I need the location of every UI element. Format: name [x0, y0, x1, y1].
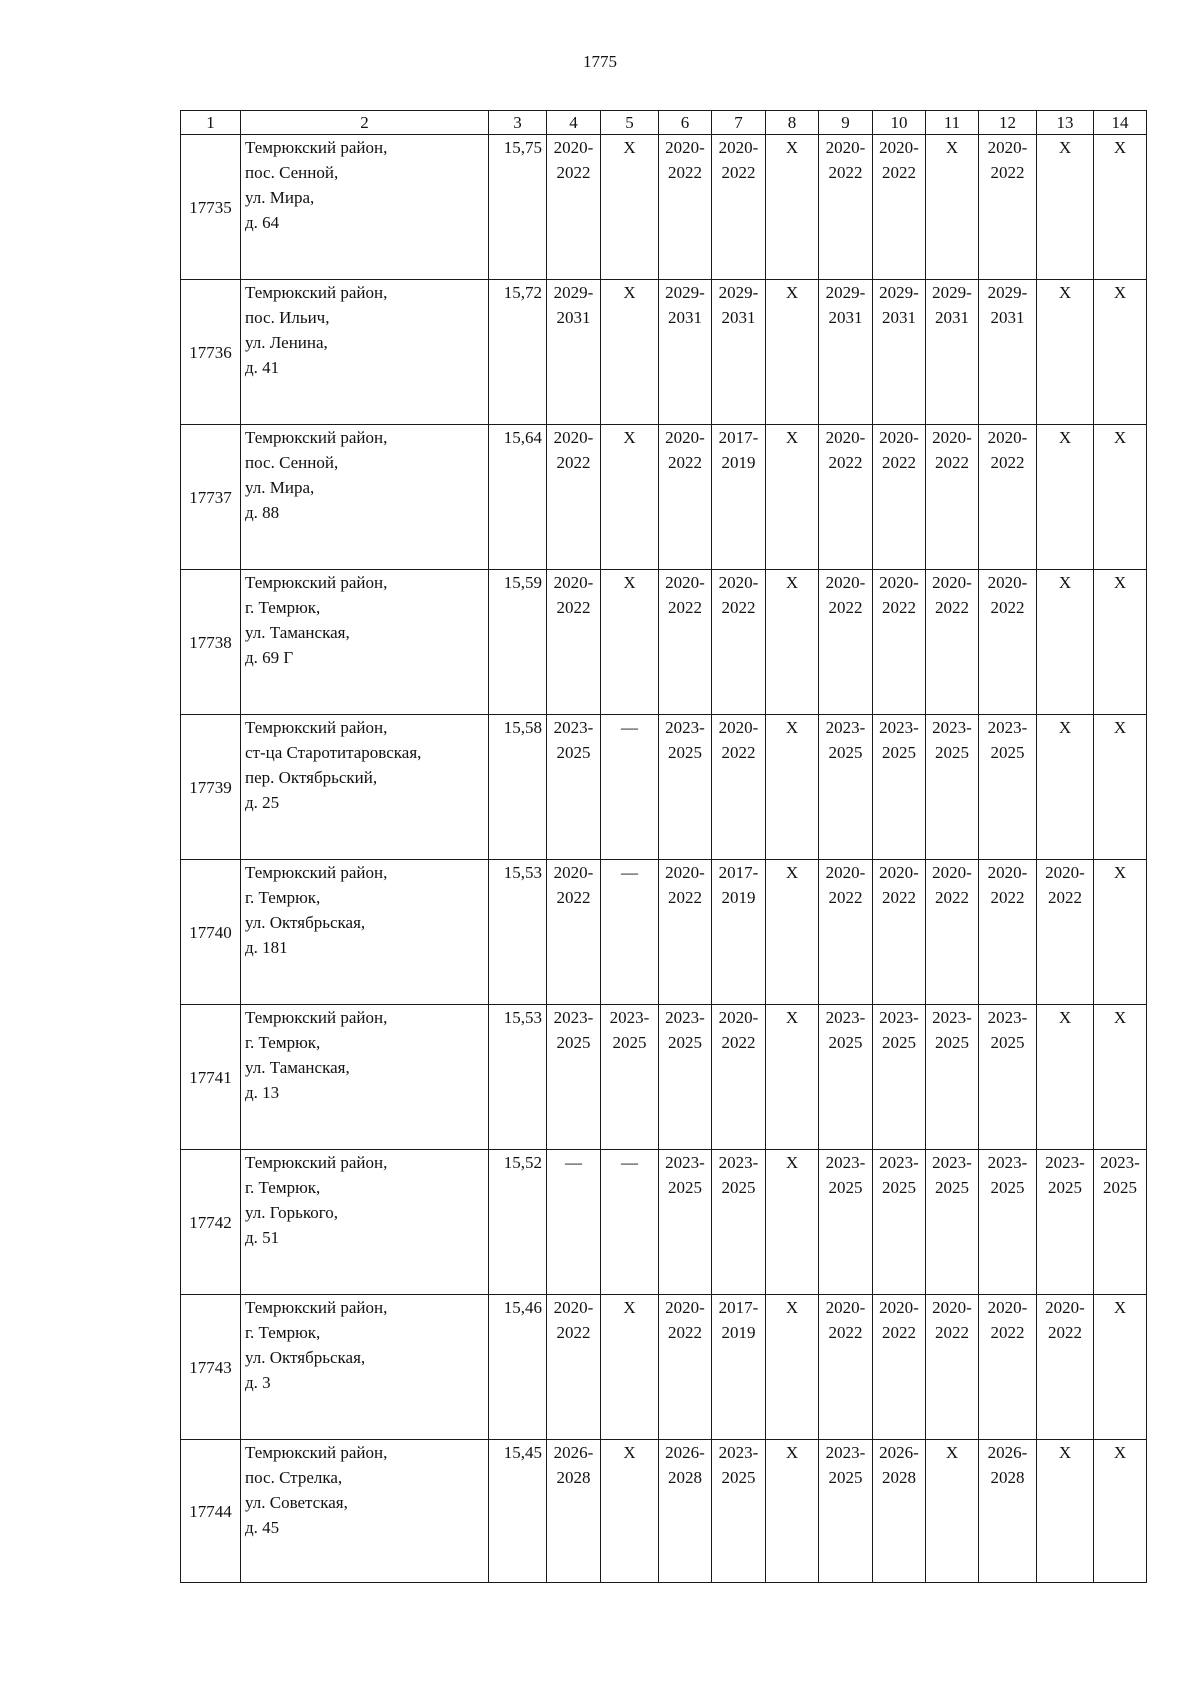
period-cell: 2029- 2031: [659, 280, 712, 425]
period-cell: 2020- 2022: [819, 425, 873, 570]
address-line: Темрюкский район,: [245, 1443, 388, 1462]
area-cell: 15,46: [489, 1295, 547, 1440]
period-cell: 2020- 2022: [873, 425, 926, 570]
period-cell: 2023- 2025: [712, 1150, 766, 1295]
column-header: 6: [659, 111, 712, 135]
address-line: ул. Ленина,: [245, 333, 328, 352]
table-row: [181, 860, 1147, 1005]
area-cell: 15,58: [489, 715, 547, 860]
period-cell: 2023- 2025: [1094, 1150, 1147, 1295]
period-cell: X: [766, 715, 819, 860]
period-cell: X: [766, 570, 819, 715]
column-header: 13: [1037, 111, 1094, 135]
address-line: д. 64: [245, 213, 280, 232]
period-cell: 2023- 2025: [659, 1150, 712, 1295]
address-line: Темрюкский район,: [245, 1298, 388, 1317]
address-cell: [241, 1440, 489, 1583]
period-cell: X: [1094, 1295, 1147, 1440]
address-line: пер. Октябрьский,: [245, 768, 378, 787]
period-cell: 2017- 2019: [712, 425, 766, 570]
period-cell: X: [766, 280, 819, 425]
column-header: 5: [601, 111, 659, 135]
period-cell: 2020- 2022: [819, 860, 873, 1005]
period-cell: 2023- 2025: [819, 1440, 873, 1583]
period-cell: 2023- 2025: [547, 715, 601, 860]
address-line: Темрюкский район,: [245, 138, 388, 157]
period-cell: 2020- 2022: [979, 135, 1037, 280]
address-line: д. 25: [245, 793, 280, 812]
address-line: г. Темрюк,: [245, 1033, 321, 1052]
row-number: 17735: [181, 135, 241, 280]
address-line: ул. Мира,: [245, 188, 315, 207]
period-cell: 2020- 2022: [547, 425, 601, 570]
table-row: [181, 715, 1147, 860]
period-cell: 2020- 2022: [926, 570, 979, 715]
period-cell: 2020- 2022: [819, 135, 873, 280]
period-cell: —: [601, 860, 659, 1005]
period-cell: 2020- 2022: [712, 570, 766, 715]
period-cell: X: [1094, 570, 1147, 715]
address-line: пос. Стрелка,: [245, 1468, 343, 1487]
period-cell: 2020- 2022: [873, 570, 926, 715]
header-row: [181, 111, 1147, 135]
period-cell: 2023- 2025: [547, 1005, 601, 1150]
period-cell: 2020- 2022: [819, 570, 873, 715]
period-cell: X: [1037, 1440, 1094, 1583]
area-cell: 15,64: [489, 425, 547, 570]
period-cell: X: [926, 135, 979, 280]
period-cell: —: [601, 715, 659, 860]
address-line: пос. Сенной,: [245, 163, 339, 182]
row-number: 17743: [181, 1295, 241, 1440]
period-cell: 2023- 2025: [819, 715, 873, 860]
address-line: г. Темрюк,: [245, 1323, 321, 1342]
period-cell: 2020- 2022: [926, 1295, 979, 1440]
address-line: г. Темрюк,: [245, 598, 321, 617]
period-cell: X: [1037, 715, 1094, 860]
period-cell: 2023- 2025: [659, 715, 712, 860]
period-cell: 2020- 2022: [979, 860, 1037, 1005]
page-number: 1775: [583, 52, 617, 71]
period-cell: X: [1094, 280, 1147, 425]
row-number: 17736: [181, 280, 241, 425]
registry-table: [180, 110, 1147, 1583]
period-cell: 2020- 2022: [547, 1295, 601, 1440]
period-cell: 2023- 2025: [659, 1005, 712, 1150]
address-line: Темрюкский район,: [245, 863, 388, 882]
period-cell: X: [601, 570, 659, 715]
area-cell: 15,53: [489, 860, 547, 1005]
period-cell: 2026- 2028: [659, 1440, 712, 1583]
period-cell: X: [1094, 1005, 1147, 1150]
period-cell: X: [766, 1295, 819, 1440]
address-line: ст-ца Старотитаровская,: [245, 743, 422, 762]
period-cell: 2023- 2025: [926, 1005, 979, 1150]
area-cell: 15,45: [489, 1440, 547, 1583]
period-cell: 2029- 2031: [979, 280, 1037, 425]
period-cell: 2020- 2022: [873, 860, 926, 1005]
period-cell: 2017- 2019: [712, 860, 766, 1005]
period-cell: —: [547, 1150, 601, 1295]
column-header: 14: [1094, 111, 1147, 135]
period-cell: X: [766, 1150, 819, 1295]
table-row: [181, 1005, 1147, 1150]
row-number: 17744: [181, 1440, 241, 1583]
period-cell: X: [601, 1295, 659, 1440]
period-cell: X: [1094, 860, 1147, 1005]
period-cell: 2020- 2022: [712, 135, 766, 280]
period-cell: X: [1037, 425, 1094, 570]
period-cell: 2029- 2031: [873, 280, 926, 425]
period-cell: 2020- 2022: [926, 425, 979, 570]
period-cell: 2023- 2025: [1037, 1150, 1094, 1295]
column-header: 9: [819, 111, 873, 135]
address-line: д. 51: [245, 1228, 280, 1247]
period-cell: 2020- 2022: [712, 715, 766, 860]
column-header: 8: [766, 111, 819, 135]
period-cell: X: [1094, 135, 1147, 280]
address-cell: [241, 135, 489, 280]
address-line: ул. Таманская,: [245, 1058, 350, 1077]
address-line: ул. Мира,: [245, 478, 315, 497]
address-line: пос. Ильич,: [245, 308, 330, 327]
period-cell: X: [1094, 715, 1147, 860]
column-header: 3: [489, 111, 547, 135]
address-line: ул. Октябрьская,: [245, 1348, 366, 1367]
column-header: 7: [712, 111, 766, 135]
period-cell: 2023- 2025: [979, 1150, 1037, 1295]
registry-body: [181, 135, 1147, 1583]
period-cell: X: [601, 425, 659, 570]
column-header: 12: [979, 111, 1037, 135]
address-line: д. 45: [245, 1518, 280, 1537]
row-number: 17739: [181, 715, 241, 860]
period-cell: X: [766, 860, 819, 1005]
period-cell: 2026- 2028: [547, 1440, 601, 1583]
address-line: Темрюкский район,: [245, 428, 388, 447]
period-cell: 2020- 2022: [819, 1295, 873, 1440]
row-number: 17742: [181, 1150, 241, 1295]
area-cell: 15,72: [489, 280, 547, 425]
period-cell: X: [766, 1005, 819, 1150]
address-cell: [241, 715, 489, 860]
period-cell: 2023- 2025: [873, 1005, 926, 1150]
period-cell: 2020- 2022: [926, 860, 979, 1005]
row-number: 17737: [181, 425, 241, 570]
period-cell: 2026- 2028: [979, 1440, 1037, 1583]
period-cell: 2023- 2025: [926, 715, 979, 860]
period-cell: 2020- 2022: [547, 860, 601, 1005]
period-cell: X: [1037, 135, 1094, 280]
row-number: 17740: [181, 860, 241, 1005]
period-cell: 2020- 2022: [659, 570, 712, 715]
period-cell: 2023- 2025: [979, 1005, 1037, 1150]
address-line: г. Темрюк,: [245, 1178, 321, 1197]
table-row: [181, 570, 1147, 715]
period-cell: 2026- 2028: [873, 1440, 926, 1583]
period-cell: X: [1094, 1440, 1147, 1583]
period-cell: 2029- 2031: [819, 280, 873, 425]
table-row: [181, 280, 1147, 425]
address-line: Темрюкский район,: [245, 283, 388, 302]
period-cell: X: [1037, 570, 1094, 715]
period-cell: 2029- 2031: [712, 280, 766, 425]
period-cell: X: [1037, 280, 1094, 425]
period-cell: 2020- 2022: [1037, 1295, 1094, 1440]
address-cell: [241, 1295, 489, 1440]
period-cell: 2017- 2019: [712, 1295, 766, 1440]
table-row: [181, 1440, 1147, 1583]
address-line: Темрюкский район,: [245, 573, 388, 592]
period-cell: 2023- 2025: [979, 715, 1037, 860]
address-cell: [241, 1005, 489, 1150]
table-row: [181, 1295, 1147, 1440]
period-cell: 2020- 2022: [1037, 860, 1094, 1005]
address-line: г. Темрюк,: [245, 888, 321, 907]
period-cell: X: [1037, 1005, 1094, 1150]
period-cell: X: [766, 1440, 819, 1583]
period-cell: 2020- 2022: [659, 860, 712, 1005]
area-cell: 15,53: [489, 1005, 547, 1150]
address-cell: [241, 425, 489, 570]
period-cell: 2023- 2025: [873, 1150, 926, 1295]
address-line: д. 41: [245, 358, 280, 377]
table-row: [181, 1150, 1147, 1295]
table-row: [181, 425, 1147, 570]
address-line: пос. Сенной,: [245, 453, 339, 472]
address-line: ул. Октябрьская,: [245, 913, 366, 932]
area-cell: 15,75: [489, 135, 547, 280]
period-cell: 2020- 2022: [979, 1295, 1037, 1440]
period-cell: 2023- 2025: [819, 1150, 873, 1295]
address-line: Темрюкский район,: [245, 1153, 388, 1172]
row-number: 17741: [181, 1005, 241, 1150]
period-cell: 2029- 2031: [547, 280, 601, 425]
period-cell: X: [766, 135, 819, 280]
period-cell: 2023- 2025: [926, 1150, 979, 1295]
column-header: 10: [873, 111, 926, 135]
period-cell: 2020- 2022: [979, 425, 1037, 570]
period-cell: —: [601, 1150, 659, 1295]
address-cell: [241, 860, 489, 1005]
address-line: ул. Советская,: [245, 1493, 348, 1512]
column-header: 11: [926, 111, 979, 135]
period-cell: 2020- 2022: [873, 1295, 926, 1440]
address-line: д. 181: [245, 938, 288, 957]
address-line: Темрюкский район,: [245, 718, 388, 737]
column-header: 1: [181, 111, 241, 135]
address-line: д. 13: [245, 1083, 280, 1102]
period-cell: 2020- 2022: [979, 570, 1037, 715]
period-cell: X: [1094, 425, 1147, 570]
address-line: ул. Таманская,: [245, 623, 350, 642]
period-cell: 2020- 2022: [659, 1295, 712, 1440]
address-cell: [241, 280, 489, 425]
table-row: [181, 135, 1147, 280]
address-line: д. 69 Г: [245, 648, 294, 667]
address-line: д. 88: [245, 503, 280, 522]
column-header: 4: [547, 111, 601, 135]
period-cell: 2023- 2025: [819, 1005, 873, 1150]
column-header: 2: [241, 111, 489, 135]
address-line: д. 3: [245, 1373, 271, 1392]
period-cell: X: [601, 1440, 659, 1583]
period-cell: X: [766, 425, 819, 570]
address-cell: [241, 570, 489, 715]
address-cell: [241, 1150, 489, 1295]
period-cell: 2029- 2031: [926, 280, 979, 425]
period-cell: 2023- 2025: [873, 715, 926, 860]
period-cell: 2020- 2022: [712, 1005, 766, 1150]
period-cell: 2020- 2022: [547, 570, 601, 715]
period-cell: X: [601, 280, 659, 425]
period-cell: 2020- 2022: [659, 135, 712, 280]
period-cell: 2020- 2022: [873, 135, 926, 280]
period-cell: 2020- 2022: [659, 425, 712, 570]
period-cell: 2020- 2022: [547, 135, 601, 280]
address-line: Темрюкский район,: [245, 1008, 388, 1027]
period-cell: X: [926, 1440, 979, 1583]
row-number: 17738: [181, 570, 241, 715]
period-cell: 2023- 2025: [712, 1440, 766, 1583]
area-cell: 15,52: [489, 1150, 547, 1295]
period-cell: X: [601, 135, 659, 280]
period-cell: 2023- 2025: [601, 1005, 659, 1150]
address-line: ул. Горького,: [245, 1203, 339, 1222]
area-cell: 15,59: [489, 570, 547, 715]
